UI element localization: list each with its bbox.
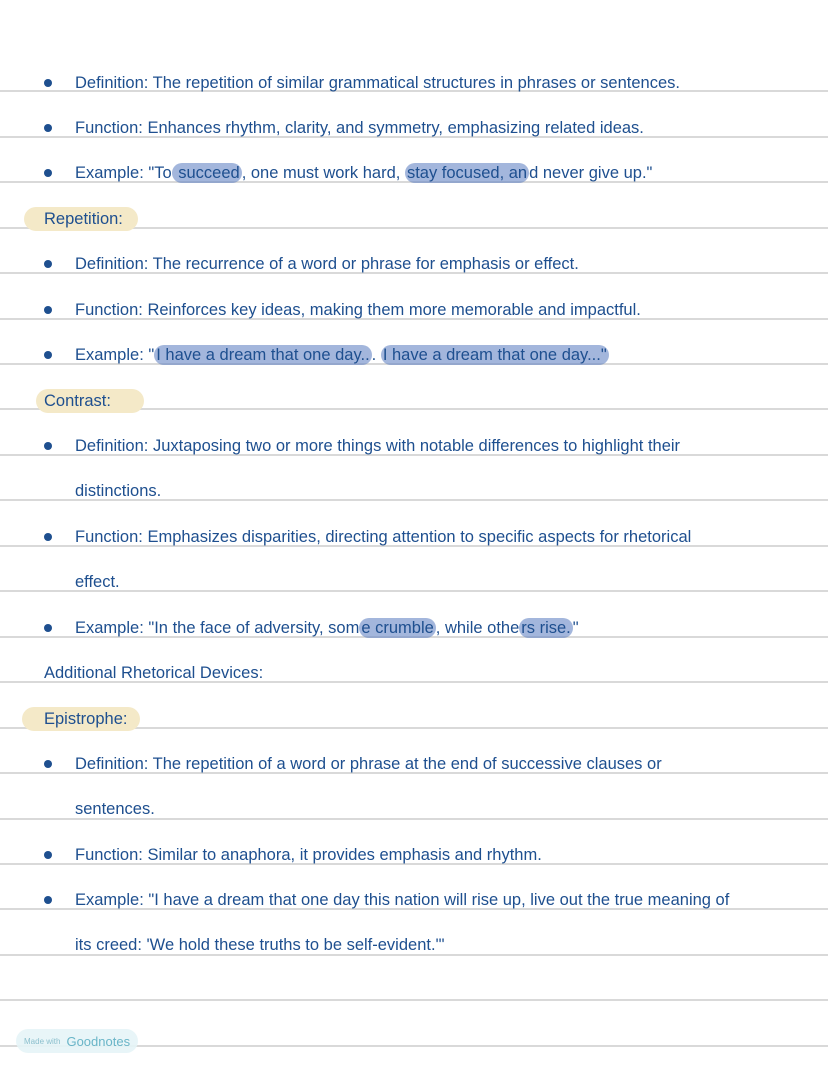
made-with-label: Made with [24, 1036, 61, 1046]
text-segment: . [371, 346, 381, 364]
list-item [0, 888, 828, 912]
function-text: Function: Similar to anaphora, it provides emphasis and rhythm. [75, 846, 542, 864]
list-item [0, 161, 828, 185]
example-text-cont: its creed: 'We hold these truths to be self-evident.'" [75, 936, 445, 954]
example-text [75, 616, 579, 640]
section-heading-contrast: Contrast: [44, 392, 111, 410]
text-segment: " [572, 619, 579, 637]
bullet-icon [44, 760, 52, 768]
definition-text: Definition: The repetition of similar grammatical structures in phrases or sentences. [75, 74, 680, 92]
bullet-icon [44, 351, 52, 359]
bullet-icon [44, 306, 52, 314]
bullet-icon [44, 124, 52, 132]
section-heading-additional: Additional Rhetorical Devices: [44, 664, 264, 682]
definition-text: Definition: Juxtaposing two or more things with notable differences to highlight their [75, 437, 681, 455]
highlight-blue: stay focused, an [406, 164, 528, 182]
function-text: Function: Reinforces key ideas, making them more memorable and impactful. [75, 301, 641, 319]
list-item [0, 343, 828, 367]
definition-text-cont: sentences. [75, 800, 155, 818]
list-item [0, 116, 828, 140]
list-item [0, 752, 828, 776]
section-heading-line [0, 661, 828, 685]
list-item [0, 298, 828, 322]
example-text [75, 343, 609, 367]
bullet-icon [44, 169, 52, 177]
text-segment: , while othe [435, 619, 520, 637]
bullet-icon [44, 79, 52, 87]
highlight-blue: I have a dream that one day..." [382, 346, 607, 364]
definition-text-cont: distinctions. [75, 482, 162, 500]
bullet-icon [44, 442, 52, 450]
list-item-continuation [0, 933, 828, 957]
definition-text: Definition: The recurrence of a word or phrase for emphasis or effect. [75, 255, 579, 273]
list-item-continuation [0, 797, 828, 821]
section-heading-repetition: Repetition: [44, 210, 123, 228]
section-heading-line [0, 389, 828, 413]
section-heading-line [0, 207, 828, 231]
list-item [0, 252, 828, 276]
function-text-cont: effect. [75, 573, 120, 591]
text-segment: , one must work hard, [241, 164, 405, 182]
function-text: Function: Enhances rhythm, clarity, and symmetry, emphasizing related ideas. [75, 119, 644, 137]
made-with-goodnotes-badge [16, 1029, 138, 1053]
list-item [0, 434, 828, 458]
bullet-icon [44, 896, 52, 904]
bullet-icon [44, 260, 52, 268]
highlight-blue: I have a dream that one day.. [156, 346, 370, 364]
highlight-blue: rs rise. [521, 619, 571, 637]
highlight-blue: e crumble [361, 619, 434, 637]
bullet-icon [44, 533, 52, 541]
highlight-blue: succeed [173, 164, 240, 182]
section-heading-epistrophe: Epistrophe: [44, 710, 128, 728]
bullet-icon [44, 624, 52, 632]
text-segment: Example: "To [75, 164, 172, 182]
bullet-icon [44, 851, 52, 859]
function-text: Function: Emphasizes disparities, directing attention to specific aspects for rhetorical [75, 528, 692, 546]
text-segment: d never give up." [529, 164, 653, 182]
list-item [0, 843, 828, 867]
list-item [0, 616, 828, 640]
list-item-continuation [0, 479, 828, 503]
text-segment: Example: "In the face of adversity, som [75, 619, 360, 637]
example-text [75, 161, 652, 185]
goodnotes-logo: Goodnotes [66, 1033, 131, 1049]
list-item-continuation [0, 570, 828, 594]
list-item [0, 525, 828, 549]
list-item [0, 71, 828, 95]
definition-text: Definition: The repetition of a word or phrase at the end of successive clauses or [75, 755, 662, 773]
text-segment: Example: " [75, 346, 155, 364]
ruled-line [0, 999, 828, 1001]
example-text: Example: "I have a dream that one day this nation will rise up, live out the true meaning of [75, 891, 730, 909]
section-heading-line [0, 707, 828, 731]
